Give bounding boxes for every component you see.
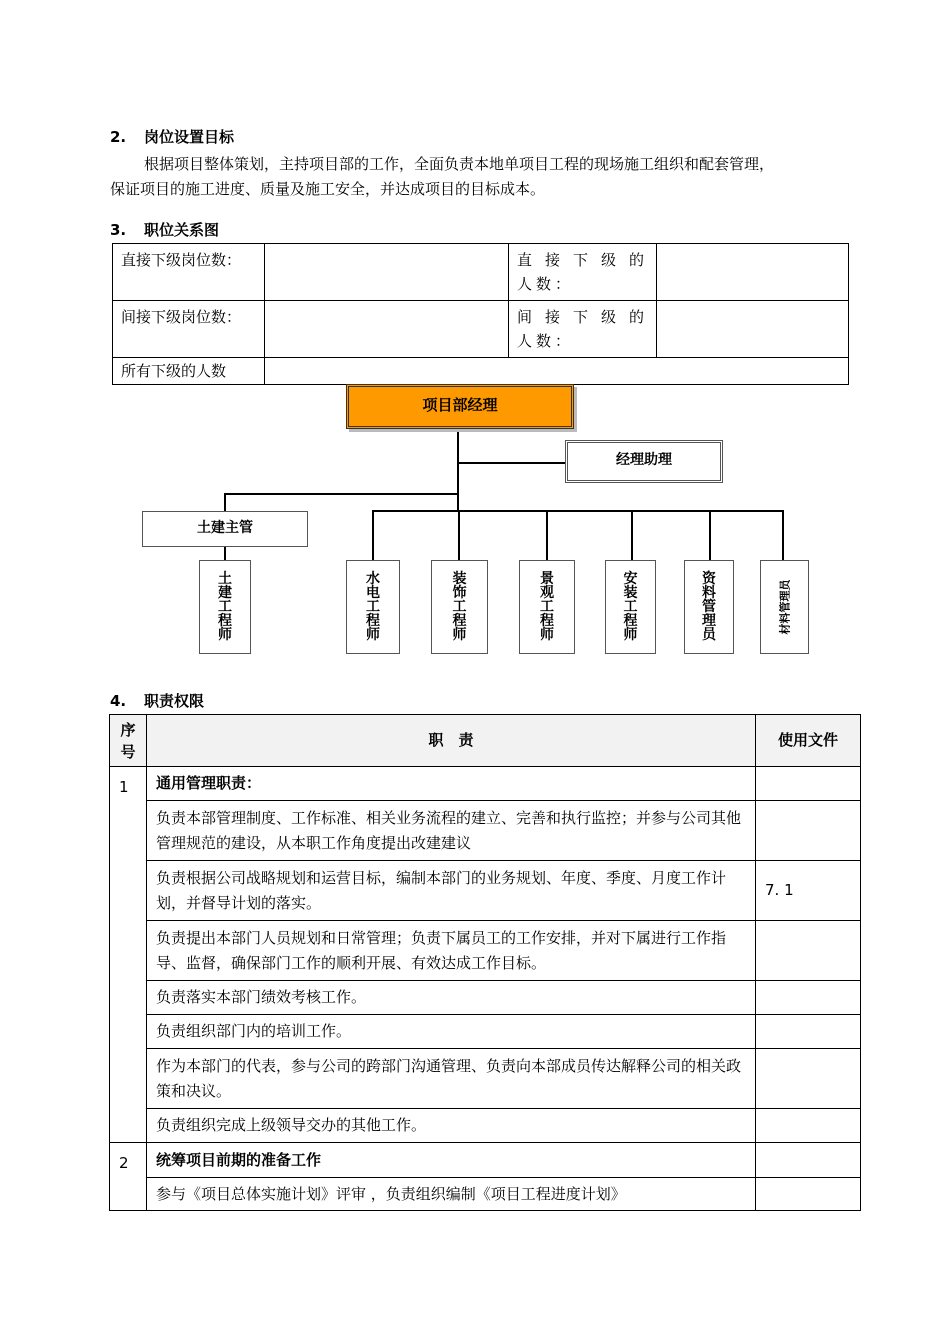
header-seq: 序号: [110, 715, 147, 767]
section-4-heading: [110, 690, 204, 711]
org-box-sub-3: [519, 560, 575, 654]
group-2-title: 统筹项目前期的准备工作: [147, 1143, 756, 1178]
duty-group-row: [110, 1143, 861, 1178]
connector-sub-1: [372, 510, 374, 561]
header-duty: 职 责: [147, 715, 756, 767]
duty-item-row: [110, 981, 861, 1015]
duty-item-file: [756, 1109, 861, 1143]
duty-item-text: 参与《项目总体实施计划》评审 ，负责组织编制《项目工程进度计划》: [147, 1178, 756, 1211]
duty-item-text: 负责组织部门内的培训工作。: [147, 1015, 756, 1049]
connector-civil-engineer: [224, 545, 226, 561]
org-box-civil-supervisor: [142, 511, 308, 547]
duty-item-text: 负责提出本部门人员规划和日常管理；负责下属员工的工作安排，并对下属进行工作指导、监督，确保部门工作的顺利开展、有效达成工作目标。: [147, 921, 756, 981]
section-2-title: 岗位设置目标: [144, 128, 235, 146]
direct-positions-label: 直接下级岗位数：: [113, 244, 265, 301]
group-1-title: 通用管理职责：: [147, 767, 756, 801]
duty-item-row: [110, 1049, 861, 1109]
org-box-assistant: [565, 440, 723, 483]
org-label-sub-2: 装 饰 工 程 师: [452, 571, 467, 643]
connector-assistant: [458, 462, 566, 464]
section-4-title: 职责权限: [144, 692, 205, 710]
connector-sub-2: [458, 510, 460, 561]
indirect-people-label: 间 接 下 级 的 人数：: [509, 301, 657, 358]
duty-header-row: [110, 715, 861, 767]
section-3-number: 3.: [110, 221, 127, 239]
duty-item-text: 作为本部门的代表，参与公司的跨部门沟通管理、负责向本部成员传达解释公司的相关政策和决议。: [147, 1049, 756, 1109]
org-box-sub-4: [605, 560, 656, 654]
org-label-sub-1: 水 电 工 程 师: [366, 571, 380, 643]
section-3-title: 职位关系图: [144, 221, 220, 239]
duty-item-file: [756, 1015, 861, 1049]
org-box-civil-engineer: [199, 560, 251, 654]
connector-civil-branch: [224, 493, 458, 495]
section-2-number: 2.: [110, 128, 127, 146]
connector-sub-3: [546, 510, 548, 561]
org-label-material-clerk: 材料管理员: [778, 579, 792, 635]
duty-item-row: [110, 921, 861, 981]
all-people-label: 所有下级的人数: [113, 358, 265, 385]
duty-item-text: 负责本部管理制度、工作标准、相关业务流程的建立、完善和执行监控；并参与公司其他管理规范的建设，从本职工作角度提出改建建议: [147, 801, 756, 861]
org-box-material-clerk: [760, 560, 809, 654]
duty-table: [109, 714, 861, 1211]
indirect-positions-label: 间接下级岗位数：: [113, 301, 265, 358]
duty-item-row: [110, 861, 861, 921]
duty-item-text: 负责落实本部门绩效考核工作。: [147, 981, 756, 1015]
org-box-sub-2: [431, 560, 488, 654]
org-label-sub-3: 景 观 工 程 师: [540, 571, 554, 643]
duty-item-row: [110, 1015, 861, 1049]
org-label-sub-5: 资 料 管 理 员: [702, 571, 716, 643]
connector-sub-5: [709, 510, 711, 561]
org-label-project-manager: 项目部经理: [422, 396, 498, 414]
connector-civil-drop: [224, 493, 226, 512]
org-box-project-manager: [346, 384, 574, 429]
section-2-para-line1: 根据项目整体策划，主持项目部的工作，全面负责本地单项目工程的现场施工组织和配套管理，: [144, 155, 775, 173]
direct-people-label: 直 接 下 级 的 人数：: [509, 244, 657, 301]
duty-group-row: [110, 767, 861, 801]
connector-sub-6: [782, 510, 784, 561]
group-2-number: 2: [110, 1143, 147, 1211]
group-1-file: [756, 767, 861, 801]
org-label-civil-engineer: 土 建 工 程 师: [218, 571, 232, 643]
duty-item-text: 负责根据公司战略规划和运营目标，编制本部门的业务规划、年度、季度、月度工作计划，并督导计划的落实。: [147, 861, 756, 921]
connector-sub-bar: [372, 510, 784, 512]
org-box-sub-5: [684, 560, 734, 654]
group-1-number: 1: [110, 767, 147, 1143]
duty-item-text: 负责组织完成上级领导交办的其他工作。: [147, 1109, 756, 1143]
org-label-assistant: 经理助理: [616, 452, 672, 468]
section-4-number: 4.: [110, 692, 127, 710]
duty-item-row: [110, 1109, 861, 1143]
org-label-sub-4: 安 装 工 程 师: [623, 571, 638, 643]
connector-sub-4: [631, 510, 633, 561]
duty-item-file: [756, 801, 861, 861]
org-label-civil-supervisor: 土建主管: [197, 520, 253, 536]
duty-item-row: [110, 1178, 861, 1211]
org-box-sub-1: [346, 560, 400, 654]
group-2-file: [756, 1143, 861, 1178]
duty-item-row: [110, 801, 861, 861]
duty-item-file: [756, 1178, 861, 1211]
duty-item-file: 7. 1: [756, 861, 861, 921]
header-file: 使用文件: [756, 715, 861, 767]
section-2-para-line2: 保证项目的施工进度、质量及施工安全，并达成项目的目标成本。: [110, 180, 546, 198]
duty-item-file: [756, 1049, 861, 1109]
duty-item-file: [756, 921, 861, 981]
connector-top-trunk: [457, 428, 459, 511]
duty-item-file: [756, 981, 861, 1015]
